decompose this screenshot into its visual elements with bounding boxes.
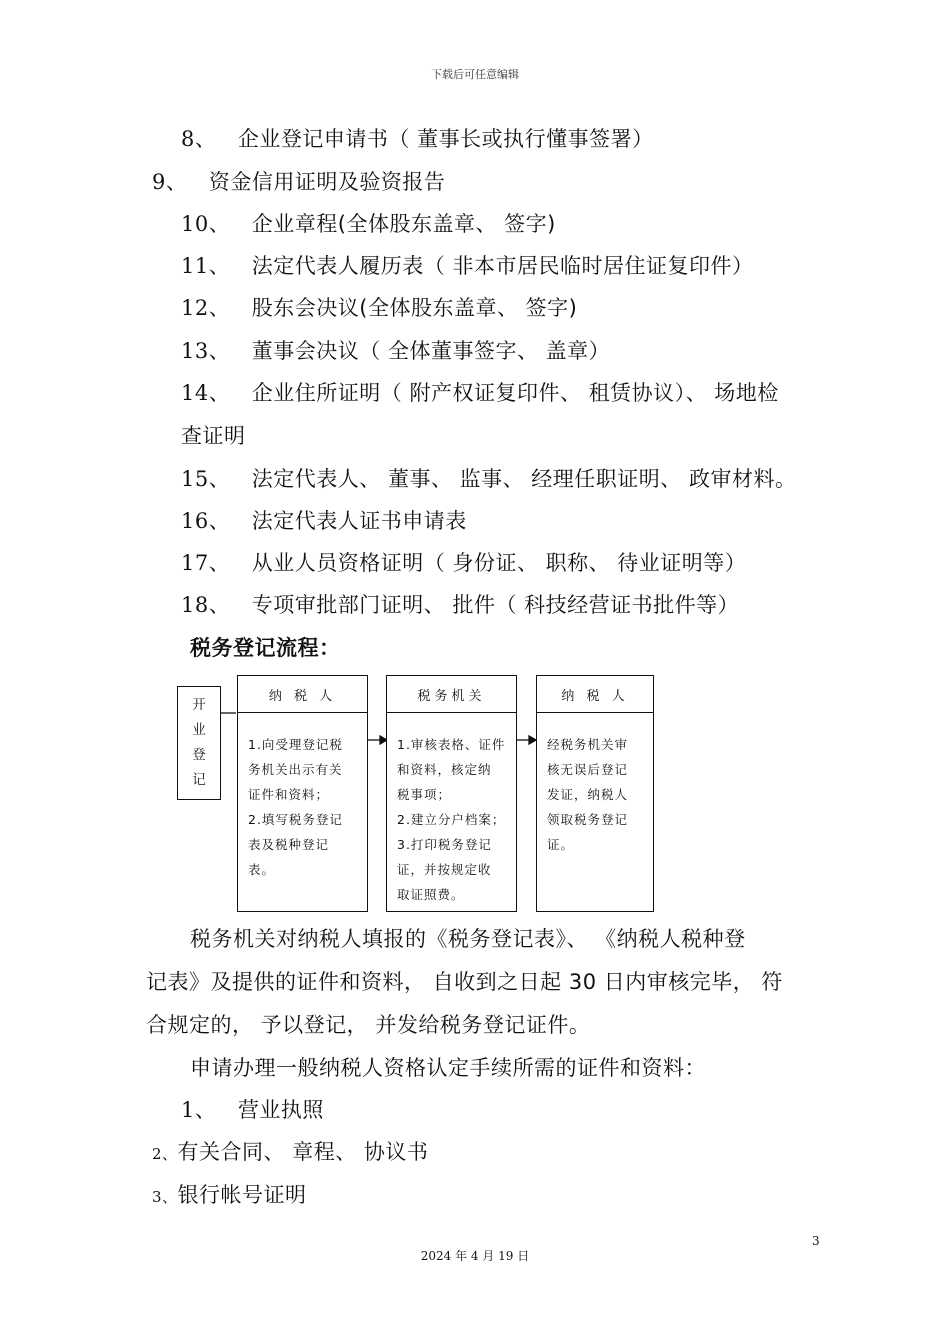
list-number: 13、 <box>181 339 231 363</box>
list-text: 企业住所证明（ 附产权证复印件、 租赁协议）、 场地检 <box>251 381 779 405</box>
list-item <box>181 1094 324 1124</box>
list-text: 企业登记申请书（ 董事长或执行懂事签署） <box>237 127 654 151</box>
list-number: 1、 <box>181 1098 217 1122</box>
list-text: 专项审批部门证明、 批件（ 科技经营证书批件等） <box>251 593 740 617</box>
list-text: 法定代表人、 董事、 监事、 经理任职证明、 政审材料。 <box>251 467 797 491</box>
list-number: 12、 <box>181 296 231 320</box>
list-text: 企业章程(全体股东盖章、 签字) <box>251 212 556 236</box>
list-number: 14、 <box>181 381 231 405</box>
list-number: 11、 <box>181 254 231 278</box>
section-title: 税务登记流程： <box>190 636 341 660</box>
list-text: 银行帐号证明 <box>177 1183 307 1207</box>
flow-box-body: 经税务机关审 核无误后登记 发证，纳税人 领取税务登记 证。 <box>547 737 629 852</box>
list-number: 2、 <box>152 1145 178 1163</box>
list-item <box>152 1136 428 1166</box>
paragraph-line: 合规定的， 予以登记， 并发给税务登记证件。 <box>146 1013 591 1037</box>
list-text: 从业人员资格证明（ 身份证、 职称、 待业证明等） <box>251 551 747 575</box>
flow-box-head: 纳 税 人 <box>238 676 367 713</box>
list-number: 3、 <box>152 1188 178 1206</box>
flow-box-body: 1.向受理登记税 务机关出示有关 证件和资料； 2.填写税务登记 表及税种登记 表。 <box>248 737 343 877</box>
paragraph-line: 记表》及提供的证件和资料， 自收到之日起 30 日内审核完毕， 符 <box>146 970 783 994</box>
list-text: 查证明 <box>181 424 246 448</box>
list-text: 股东会决议(全体股东盖章、 签字) <box>251 296 578 320</box>
flow-box-body: 1.审核表格、证件 和资料，核定纳 税事项； 2.建立分户档案； 3.打印税务登记 证，并按规定收 取证照费。 <box>397 737 506 902</box>
list-text: 营业执照 <box>237 1098 324 1122</box>
list-text: 有关合同、 章程、 协议书 <box>177 1140 429 1164</box>
list-text: 资金信用证明及验资报告 <box>208 170 446 194</box>
flow-box-tax-authority <box>386 675 517 912</box>
page-header: 下载后可任意编辑 <box>431 68 519 81</box>
list-item <box>152 1179 307 1209</box>
list-number: 10、 <box>181 212 231 236</box>
list-number: 16、 <box>181 509 231 533</box>
paragraph-line: 税务机关对纳税人填报的《税务登记表》、 《纳税人税种登 <box>190 927 746 951</box>
list-number: 15、 <box>181 467 231 491</box>
footer-date: 2024 年 4 月 19 日 <box>420 1249 530 1263</box>
flow-box-taxpayer-1 <box>237 675 368 912</box>
list-number: 9、 <box>152 170 188 194</box>
flow-start-label: 开业登记 <box>192 697 206 788</box>
list-number: 17、 <box>181 551 231 575</box>
list-text: 法定代表人证书申请表 <box>251 509 467 533</box>
apply-title: 申请办理一般纳税人资格认定手续所需的证件和资料： <box>190 1056 706 1080</box>
flow-box-head: 纳 税 人 <box>537 676 653 713</box>
list-text: 法定代表人履历表（ 非本市居民临时居住证复印件） <box>251 254 754 278</box>
flow-box-head: 税务机关 <box>387 676 516 713</box>
list-number: 8、 <box>181 127 217 151</box>
list-number: 18、 <box>181 593 231 617</box>
page-number: 3 <box>812 1234 820 1248</box>
flow-box-taxpayer-2 <box>536 675 654 912</box>
list-text: 董事会决议（ 全体董事签字、 盖章） <box>251 339 611 363</box>
